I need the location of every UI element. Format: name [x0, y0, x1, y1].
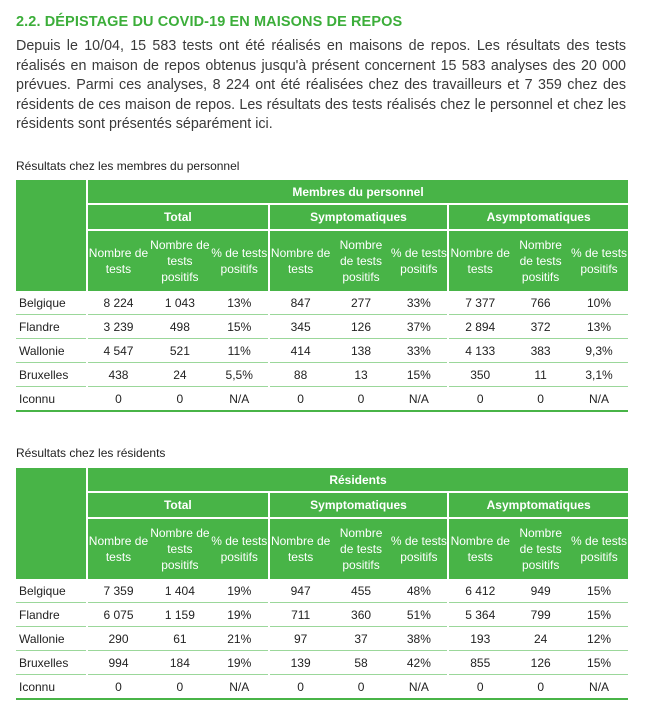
- table-cell: 438: [87, 363, 149, 387]
- table-cell: 949: [511, 579, 570, 603]
- table-row: [16, 339, 628, 363]
- table-cell: 13: [332, 363, 391, 387]
- subheader-2: % de tests positifs: [570, 230, 628, 291]
- table-cell: 51%: [390, 603, 448, 627]
- table-cell: 42%: [390, 651, 448, 675]
- table-cell: 7 359: [87, 579, 149, 603]
- table-cell: 0: [149, 675, 211, 700]
- table-cell: 0: [269, 675, 332, 700]
- subheader-1: Nombre de tests positifs: [511, 230, 570, 291]
- subheader-0: Nombre de tests: [448, 518, 511, 579]
- table-cell: 372: [511, 315, 570, 339]
- row-label: Flandre: [16, 603, 87, 627]
- table-cell: 126: [511, 651, 570, 675]
- table-cell: 37%: [390, 315, 448, 339]
- residents-results-table: [16, 468, 628, 700]
- table-cell: 10%: [570, 291, 628, 315]
- table-cell: 97: [269, 627, 332, 651]
- table-cell: 498: [149, 315, 211, 339]
- subheader-0: Nombre de tests: [448, 230, 511, 291]
- table-cell: N/A: [211, 387, 269, 412]
- table-row: [16, 291, 628, 315]
- row-label: Belgique: [16, 291, 87, 315]
- table-cell: 455: [332, 579, 391, 603]
- table-row: [16, 603, 628, 627]
- group-header-2: Asymptomatiques: [448, 204, 628, 230]
- table-cell: 3,1%: [570, 363, 628, 387]
- table-cell: 9,3%: [570, 339, 628, 363]
- table-cell: 711: [269, 603, 332, 627]
- group-header-0: Total: [87, 492, 269, 518]
- table-cell: 855: [448, 651, 511, 675]
- table-cell: 139: [269, 651, 332, 675]
- row-label: Wallonie: [16, 339, 87, 363]
- row-label: Flandre: [16, 315, 87, 339]
- table-cell: 0: [149, 387, 211, 412]
- intro-paragraph: Depuis le 10/04, 15 583 tests ont été réalisés en maisons de repos. Les résultats des tests réalisés en maison de repos obtenus jusqu'à présent concernent 15 583 analyses des 20 000 prévues. Parmi ces analyses, 8 224 ont été réalisées chez des travailleurs et 7 359 chez des résidents de ces maison de repos. Les résultats des tests réalisés chez le personnel et chez les résidents sont présentés séparément ici.: [16, 38, 626, 132]
- table-title: Résidents: [87, 468, 628, 492]
- table-cell: 13%: [211, 291, 269, 315]
- table-cell: 15%: [211, 315, 269, 339]
- table-cell: 38%: [390, 627, 448, 651]
- table-cell: 24: [149, 363, 211, 387]
- table-row: [16, 363, 628, 387]
- subheader-0: Nombre de tests: [269, 518, 332, 579]
- subheader-1: Nombre de tests positifs: [511, 518, 570, 579]
- table-cell: 21%: [211, 627, 269, 651]
- table-cell: 1 404: [149, 579, 211, 603]
- table-cell: 0: [511, 387, 570, 412]
- subheader-1: Nombre de tests positifs: [332, 518, 391, 579]
- row-label: Bruxelles: [16, 651, 87, 675]
- table-cell: 37: [332, 627, 391, 651]
- subheader-0: Nombre de tests: [87, 518, 149, 579]
- table-cell: 0: [87, 675, 149, 700]
- table-row: [16, 579, 628, 603]
- table-cell: 1 043: [149, 291, 211, 315]
- table-row: [16, 675, 628, 700]
- table-cell: 4 133: [448, 339, 511, 363]
- table-cell: 414: [269, 339, 332, 363]
- header-corner: [16, 468, 87, 579]
- group-header-0: Total: [87, 204, 269, 230]
- table-cell: 994: [87, 651, 149, 675]
- row-label: Belgique: [16, 579, 87, 603]
- subheader-2: % de tests positifs: [211, 518, 269, 579]
- table-cell: 126: [332, 315, 391, 339]
- table-cell: 6 412: [448, 579, 511, 603]
- table-cell: 138: [332, 339, 391, 363]
- group-header-1: Symptomatiques: [269, 492, 449, 518]
- row-label: Bruxelles: [16, 363, 87, 387]
- residents-table-caption: Résultats chez les résidents: [16, 446, 166, 460]
- table-cell: 4 547: [87, 339, 149, 363]
- table-cell: 350: [448, 363, 511, 387]
- table-cell: 48%: [390, 579, 448, 603]
- subheader-1: Nombre de tests positifs: [332, 230, 391, 291]
- header-corner: [16, 180, 87, 291]
- table-cell: 0: [332, 675, 391, 700]
- table-cell: 1 159: [149, 603, 211, 627]
- table-title: Membres du personnel: [87, 180, 628, 204]
- group-header-2: Asymptomatiques: [448, 492, 628, 518]
- table-cell: N/A: [390, 387, 448, 412]
- section-heading: 2.2. DÉPISTAGE DU COVID-19 EN MAISONS DE REPOS: [16, 14, 403, 30]
- table-cell: 7 377: [448, 291, 511, 315]
- table-cell: 766: [511, 291, 570, 315]
- table-cell: 6 075: [87, 603, 149, 627]
- table-cell: 184: [149, 651, 211, 675]
- table-cell: 5 364: [448, 603, 511, 627]
- table-cell: 15%: [570, 579, 628, 603]
- subheader-2: % de tests positifs: [390, 230, 448, 291]
- table-cell: 5,5%: [211, 363, 269, 387]
- subheader-0: Nombre de tests: [269, 230, 332, 291]
- table-cell: 2 894: [448, 315, 511, 339]
- table-cell: 0: [269, 387, 332, 412]
- table-cell: 521: [149, 339, 211, 363]
- table-cell: 947: [269, 579, 332, 603]
- subheader-2: % de tests positifs: [390, 518, 448, 579]
- table-cell: 15%: [390, 363, 448, 387]
- table-cell: 3 239: [87, 315, 149, 339]
- table-cell: 19%: [211, 603, 269, 627]
- table-cell: 0: [332, 387, 391, 412]
- table-cell: 345: [269, 315, 332, 339]
- subheader-2: % de tests positifs: [211, 230, 269, 291]
- table-cell: 24: [511, 627, 570, 651]
- row-label: Wallonie: [16, 627, 87, 651]
- table-cell: 11: [511, 363, 570, 387]
- table-cell: 61: [149, 627, 211, 651]
- table-cell: 277: [332, 291, 391, 315]
- table-row: [16, 651, 628, 675]
- table-cell: 847: [269, 291, 332, 315]
- table-cell: 11%: [211, 339, 269, 363]
- table-cell: 383: [511, 339, 570, 363]
- subheader-0: Nombre de tests: [87, 230, 149, 291]
- table-cell: N/A: [390, 675, 448, 700]
- table-cell: 33%: [390, 291, 448, 315]
- table-row: [16, 627, 628, 651]
- table-cell: 15%: [570, 651, 628, 675]
- staff-results-table: [16, 180, 628, 412]
- table-cell: 0: [448, 675, 511, 700]
- table-cell: 33%: [390, 339, 448, 363]
- table-cell: 58: [332, 651, 391, 675]
- table-cell: 0: [87, 387, 149, 412]
- table-cell: 0: [511, 675, 570, 700]
- table-cell: 19%: [211, 579, 269, 603]
- table-cell: 360: [332, 603, 391, 627]
- table-cell: 19%: [211, 651, 269, 675]
- table-cell: 88: [269, 363, 332, 387]
- table-row: [16, 387, 628, 412]
- table-row: [16, 315, 628, 339]
- table-cell: N/A: [211, 675, 269, 700]
- staff-table-caption: Résultats chez les membres du personnel: [16, 159, 240, 173]
- table-cell: N/A: [570, 675, 628, 700]
- table-cell: 15%: [570, 603, 628, 627]
- group-header-1: Symptomatiques: [269, 204, 449, 230]
- table-cell: 0: [448, 387, 511, 412]
- subheader-2: % de tests positifs: [570, 518, 628, 579]
- row-label: Iconnu: [16, 675, 87, 700]
- table-cell: 13%: [570, 315, 628, 339]
- table-cell: 8 224: [87, 291, 149, 315]
- table-cell: N/A: [570, 387, 628, 412]
- subheader-1: Nombre de tests positifs: [149, 518, 211, 579]
- table-cell: 193: [448, 627, 511, 651]
- row-label: Iconnu: [16, 387, 87, 412]
- table-cell: 290: [87, 627, 149, 651]
- table-cell: 12%: [570, 627, 628, 651]
- subheader-1: Nombre de tests positifs: [149, 230, 211, 291]
- table-cell: 799: [511, 603, 570, 627]
